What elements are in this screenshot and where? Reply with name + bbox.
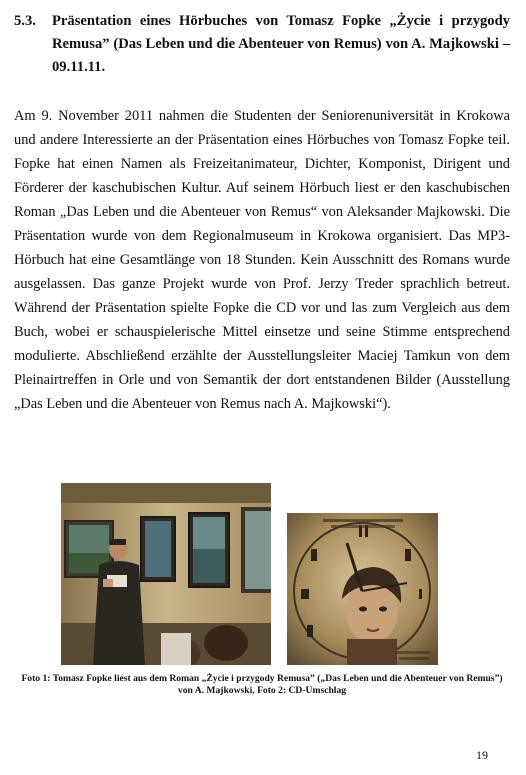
body-paragraph: Am 9. November 2011 nahmen die Studenten der Seniorenuniversität in Krokowa und andere Interessierte an der Präsentation eines Hörbuches von Tomasz Fopke teil. Fopke hat einen Namen als Freizeitanimateur, Dichter, Komponist, Dirigent und Förderer der kaschubischen Kultur. Auf seinem Hörbuch liest er den kaschubischen Roman „Das Leben und die Abenteuer von Remus“ von Aleksander Majkowski. Die Präsentation wurde von dem Regionalmuseum in Krokowa organisiert. Das MP3-Hörbuch hat eine Gesamtlänge von 18 Stunden. Kein Ausschnitt des Romans wurde ausgelassen. Das ganze Projekt wurde von Prof. Jerzy Treder sprachlich betreut. Während der Präsentation spielte Fopke die CD vor und las zum Vergleich aus dem Buch, wobei er schauspielerische Mittel einsetze und seine Stimme entsprechend modulierte. Abschließend erzählte der Ausstellungsleiter Maciej Tamkun von dem Pleinairtreffen in Orle und von Semantik der dort entstandenen Bilder (Ausstellung „Das Leben und die Abenteuer von Remus nach A. Majkowski“).	[14, 108, 510, 412]
section-title: Präsentation eines Hörbuches von Tomasz Fopke „Życie i przygody Remusa” (Das Leben und die Abenteuer von Remus) von A. Majkowski – 09.11.11.	[52, 13, 510, 75]
figure-caption: Foto 1: Tomasz Fopke liest aus dem Roman „Życie i przygody Remusa” („Das Leben und die Abenteuer von Remus”) von A. Majkowski, Foto 2: CD-Umschlag	[21, 673, 503, 696]
photo-cd-cover	[287, 513, 438, 665]
cd-cover-image	[287, 513, 438, 665]
photo-reading-presentation	[61, 483, 271, 665]
section-heading	[14, 10, 510, 79]
page-number: 19	[476, 748, 488, 762]
section-number: 5.3.	[14, 13, 36, 29]
photo-reading-image	[61, 483, 271, 665]
